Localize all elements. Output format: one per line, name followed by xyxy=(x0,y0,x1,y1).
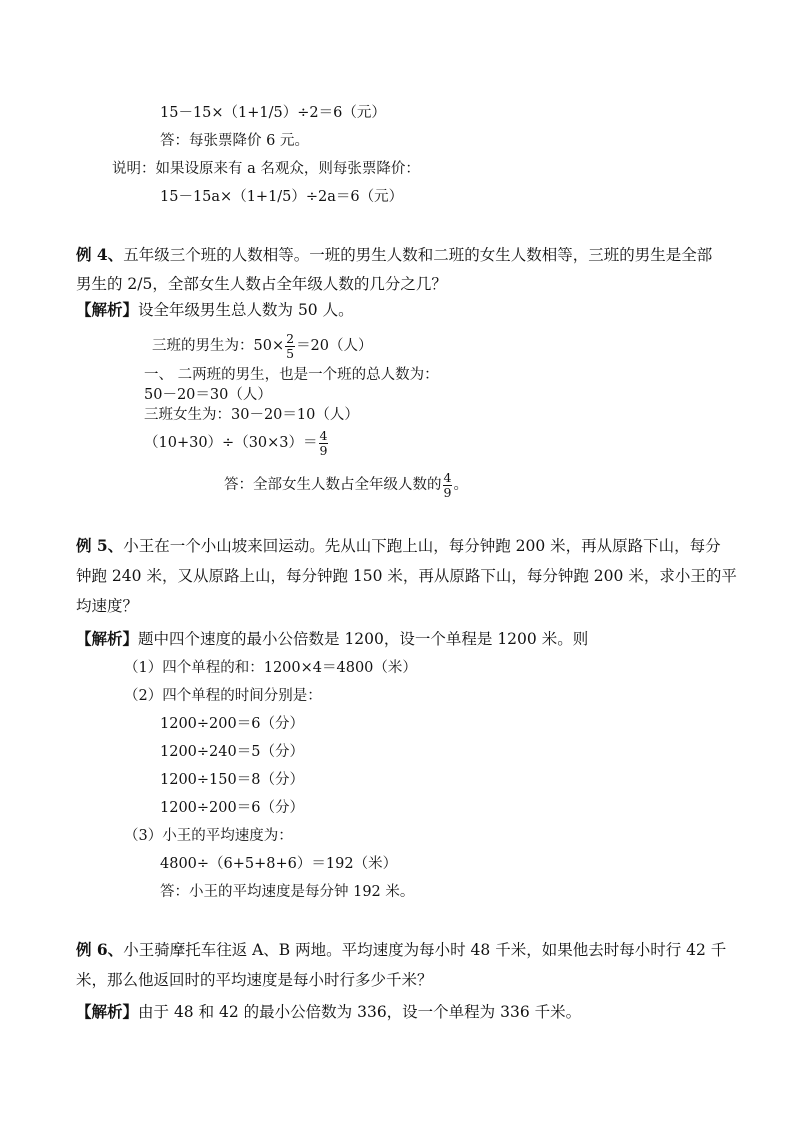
fraction-numerator: 4 xyxy=(319,427,328,443)
calc-line: 1200÷240＝5（分） xyxy=(160,744,304,760)
answer-line-fraction xyxy=(224,470,468,500)
analysis-line xyxy=(76,1002,581,1022)
example-6-question-cont: 米，那么他返回时的平均速度是每小时行多少千米？ xyxy=(76,971,433,989)
calc-line: 一、 二两班的男生，也是一个班的总人数为： xyxy=(144,367,439,383)
calc-line: 4800÷（6+5+8+6）＝192（米） xyxy=(160,856,398,872)
analysis-tag: 【解析】 xyxy=(76,1002,139,1021)
step-line: （1）四个单程的和：1200×4＝4800（米） xyxy=(124,660,417,676)
example-label: 例 4、 xyxy=(76,245,124,264)
example-label: 例 5、 xyxy=(76,536,124,555)
fraction-numerator: 4 xyxy=(443,469,452,485)
fraction-denominator: 9 xyxy=(443,484,452,500)
fraction-numerator: 2 xyxy=(286,330,295,346)
example-6-question xyxy=(76,940,726,960)
calc-line: 三班女生为：30－20＝10（人） xyxy=(144,407,359,423)
example-5-question-cont: 钟跑 240 米，又从原路上山，每分钟跑 150 米，再从原路下山，每分钟跑 200 米，求小王的平 xyxy=(76,567,737,585)
example-label: 例 6、 xyxy=(76,940,124,959)
calc-text: ＝20（人） xyxy=(296,338,373,354)
analysis-text: 题中四个速度的最小公倍数是 1200，设一个单程是 1200 米。则 xyxy=(138,630,589,648)
example-5-question xyxy=(76,536,721,556)
example-4-question-cont: 男生的 2/5，全部女生人数占全年级人数的几分之几？ xyxy=(76,275,447,293)
analysis-line xyxy=(76,300,354,320)
answer-text: 答：全部女生人数占全年级人数的 xyxy=(224,477,442,493)
fraction xyxy=(319,429,329,458)
fraction xyxy=(443,471,453,500)
calc-line: 1200÷150＝8（分） xyxy=(160,772,304,788)
example-4-question xyxy=(76,245,712,265)
answer-text: 。 xyxy=(453,477,468,493)
calc-line-fraction xyxy=(152,331,373,361)
fraction xyxy=(285,332,295,361)
calc-text: （10+30）÷（30×3）＝ xyxy=(144,435,318,451)
fraction-denominator: 9 xyxy=(319,442,328,458)
answer-line: 答：小王的平均速度是每分钟 192 米。 xyxy=(160,884,415,900)
example-5-question-cont: 均速度？ xyxy=(76,597,139,615)
step-line: （2）四个单程的时间分别是： xyxy=(124,688,322,704)
calc-line: 1200÷200＝6（分） xyxy=(160,716,304,732)
calc-line: 15－15×（1+1/5）÷2＝6（元） xyxy=(160,105,386,121)
note-line: 说明：如果设原来有 a 名观众，则每张票降价： xyxy=(112,161,420,177)
analysis-line xyxy=(76,629,588,649)
fraction-denominator: 5 xyxy=(286,345,295,361)
step-line: （3）小王的平均速度为： xyxy=(124,828,293,844)
calc-line: 15－15a×（1+1/5）÷2a＝6（元） xyxy=(160,189,404,205)
calc-text: 三班的男生为：50× xyxy=(152,338,285,354)
calc-line-fraction xyxy=(144,428,329,458)
calc-line: 1200÷200＝6（分） xyxy=(160,800,304,816)
question-text: 小王在一个小山坡来回运动。先从山下跑上山，每分钟跑 200 米，再从原路下山，每分 xyxy=(123,537,721,555)
analysis-tag: 【解析】 xyxy=(76,629,139,648)
calc-line: 50－20＝30（人） xyxy=(144,387,272,403)
analysis-text: 设全年级男生总人数为 50 人。 xyxy=(138,301,354,319)
analysis-tag: 【解析】 xyxy=(76,300,139,319)
analysis-text: 由于 48 和 42 的最小公倍数为 336，设一个单程为 336 千米。 xyxy=(138,1003,582,1021)
question-text: 小王骑摩托车往返 A、B 两地。平均速度为每小时 48 千米，如果他去时每小时行 42 千 xyxy=(123,941,727,959)
answer-line: 答：每张票降价 6 元。 xyxy=(160,133,309,149)
question-text: 五年级三个班的人数相等。一班的男生人数和二班的女生人数相等，三班的男生是全部 xyxy=(123,246,713,264)
